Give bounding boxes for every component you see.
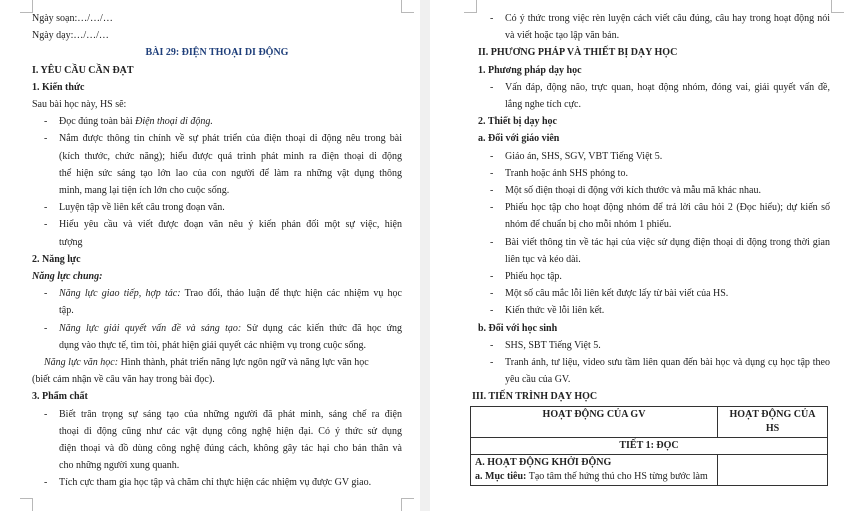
- bullet-text: Sử dụng các kiến thức đã học ứng: [241, 322, 403, 334]
- bullet-line: yêu cầu của GV.: [505, 374, 571, 386]
- bullet-line: điện thoại và đồ dùng công nghệ đúng cách, không gây tác hại cho bản thân và: [59, 442, 402, 454]
- table-header-cell: HOẠT ĐỘNG CỦA GV: [471, 407, 718, 438]
- bullet-item: - Phiếu học tập cho hoạt động nhóm để trả lời câu hỏi 2 (Đọc hiểu); dự kiến số nhóm để chuẩn bị cho mỗi nhóm 1 phiếu.: [478, 199, 830, 233]
- bullet-line: thoại di động cũng như các vật dụng công nghệ hiện đại. Có ý thức sử dụng: [59, 425, 402, 437]
- bullet-item: - Hiểu yêu cầu và viết được đoạn văn nêu ý kiến phản đối một sự việc, hiện tượng: [32, 216, 402, 250]
- bullet-text: Trao đổi, thảo luận để thực hiện các nhiệm vụ học: [180, 288, 402, 300]
- paragraph-text: Hình thành, phát triển năng lực ngôn ngữ và năng lực văn học: [118, 356, 369, 368]
- bullet-line: nhóm để chuẩn bị cho mỗi nhóm 1 phiếu.: [505, 219, 672, 231]
- bullet-text-italic: Năng lực giao tiếp, hợp tác:: [59, 288, 181, 300]
- bullet-item: - Kiến thức về lỗi liên kết.: [478, 302, 830, 319]
- bullet-line: Có ý thức trong việc rèn luyện cách viết câu đúng, câu hay trong hoạt động nói: [505, 13, 830, 24]
- bullet-line: Tranh ảnh, tư liệu, video sưu tầm liên quan đến bài học và dụng cụ học tập theo: [505, 356, 830, 368]
- lesson-title: BÀI 29: ĐIỆN THOẠI DI ĐỘNG: [145, 47, 289, 59]
- bullet-item: - Nắm được thông tin chính về sự phát triển của điện thoại di động nêu trong bài (kích thước, chức năng); hiểu được quá trình phát minh ra điện thoại di động thể hiện sức sáng tạo lớn lao của con người để làm ra những vật dụng thông minh, mang lại tiện ích lớn cho cuộc sống.: [32, 130, 402, 199]
- bullet-line: SHS, SBT Tiếng Việt 5.: [505, 339, 601, 351]
- bullet-line: Một số điện thoại di động với kích thước và mẫu mã khác nhau.: [505, 184, 761, 196]
- section-heading: I. YÊU CẦU CẦN ĐẠT: [32, 64, 134, 76]
- bullet-line: Tích cực tham gia học tập và chăm chỉ thực hiện các nhiệm vụ được GV giao.: [59, 477, 372, 489]
- bullet-item: - Một số câu mắc lỗi liên kết được lấy từ bài viết của HS.: [478, 285, 830, 302]
- margin-mark: [464, 0, 477, 13]
- activity-heading: A. HOẠT ĐỘNG KHỞI ĐỘNG: [475, 457, 612, 468]
- bullet-text-italic: Năng lực giải quyết vấn đề và sáng tạo:: [59, 322, 242, 334]
- bullet-line: Nắm được thông tin chính về sự phát triển của điện thoại di động nêu trong bài: [59, 133, 402, 145]
- bullet-line: Giáo án, SHS, SGV, VBT Tiếng Việt 5.: [505, 150, 663, 162]
- table-row: [471, 438, 828, 455]
- sub-heading: 3. Phẩm chất: [32, 391, 88, 403]
- bullet-line: lắng nghe tích cực.: [505, 98, 581, 110]
- goal-label: a. Mục tiêu:: [475, 471, 527, 482]
- bullet-line: thể hiện sức sáng tạo lớn lao của con người để làm ra những vật dụng thông: [59, 167, 402, 179]
- bullet-text-italic: Điện thoại di động.: [135, 116, 213, 128]
- paragraph: Sau bài học này, HS sẽ:: [32, 98, 127, 110]
- bullet-item: - SHS, SBT Tiếng Việt 5.: [478, 337, 830, 354]
- section-heading: II. PHƯƠNG PHÁP VÀ THIẾT BỊ DẠY HỌC: [478, 47, 678, 59]
- bullet-item: - Tranh ảnh, tư liệu, video sưu tầm liên quan đến bài học và dụng cụ học tập theo yêu cầu của GV.: [478, 354, 830, 388]
- bullet-line: Tranh hoặc ảnh SHS phóng to.: [505, 167, 628, 179]
- goal-text: Tạo tâm thế hứng thú cho HS từng bước làm: [526, 471, 708, 482]
- sub-heading: 2. Thiết bị dạy học: [478, 116, 557, 128]
- bullet-line: Phiếu học tập.: [505, 270, 562, 282]
- bullet-line: tập.: [59, 305, 74, 317]
- bullet-line: Bài viết thông tin về tác hại của việc sử dụng điện thoại di động trong thời gian: [505, 236, 830, 248]
- sub-heading: a. Đối với giáo viên: [478, 133, 560, 145]
- general-ability-label: Năng lực chung:: [32, 270, 103, 282]
- bullet-line: (kích thước, chức năng); hiểu được quá trình phát minh ra điện thoại di động: [59, 150, 402, 162]
- bullet-item: - Phiếu học tập.: [478, 268, 830, 285]
- bullet-item: - Có ý thức trong việc rèn luyện cách viết câu đúng, câu hay trong hoạt động nói và viết hoặc tạo lập văn bản.: [478, 10, 830, 44]
- bullet-line: cho những người xung quanh.: [59, 460, 180, 472]
- bullet-item: - Đọc đúng toàn bài Điện thoại di động.: [44, 116, 213, 128]
- sub-heading: b. Đối với học sinh: [478, 322, 558, 334]
- bullet-item: - Năng lực giải quyết vấn đề và sáng tạo: Sử dụng các kiến thức đã học ứng dụng vào thực tế, tìm tòi, phát hiện giải quyết các nhiệm vụ trong cuộc sống.: [32, 320, 402, 354]
- bullet-text: Đọc đúng toàn bài: [59, 116, 136, 128]
- bullet-item: - Tích cực tham gia học tập và chăm chỉ thực hiện các nhiệm vụ được GV giao.: [32, 474, 402, 491]
- literature-ability: [32, 354, 402, 388]
- bullet-line: Hiểu yêu cầu và viết được đoạn văn nêu ý kiến phản đối một sự việc, hiện: [59, 219, 402, 231]
- bullet-line: Phiếu học tập cho hoạt động nhóm để trả lời câu hỏi 2 (Đọc hiểu); dự kiến số: [505, 202, 830, 214]
- bullet-item: - Biết trân trọng sự sáng tạo của những người đã phát minh, sáng chế ra điện thoại di động cũng như các vật dụng công nghệ hiện đại. Có ý thức sử dụng điện thoại và đồ dùng công nghệ đúng cách, không gây tác hại cho bản thân và cho những người xung quanh.: [32, 406, 402, 475]
- bullet-line: Luyện tập về liên kết câu trong đoạn văn.: [59, 202, 225, 214]
- bullet-line: Kiến thức về lỗi liên kết.: [505, 305, 605, 317]
- right-page-content: [472, 10, 830, 406]
- table-header-cell: HOẠT ĐỘNG CỦA HS: [718, 407, 828, 438]
- lesson-plan-table: [470, 406, 828, 486]
- bullet-line: Vấn đáp, động não, trực quan, hoạt động nhóm, đóng vai, giải quyết vấn đề,: [505, 81, 830, 93]
- bullet-line: minh, mang lại tiện ích lớn cho cuộc sống.: [59, 184, 230, 196]
- margin-mark: [20, 498, 33, 511]
- section-heading: III. TIẾN TRÌNH DẠY HỌC: [472, 391, 598, 403]
- table-header-row: [471, 407, 828, 438]
- bullet-item: - Vấn đáp, động não, trực quan, hoạt động nhóm, đóng vai, giải quyết vấn đề, lắng nghe tích cực.: [478, 79, 830, 113]
- table-row: [471, 455, 828, 486]
- sub-heading: 1. Kiến thức: [32, 81, 85, 93]
- bullet-line: Biết trân trọng sự sáng tạo của những người đã phát minh, sáng chế ra điện: [59, 408, 402, 420]
- period-cell: TIẾT 1: ĐỌC: [471, 438, 828, 455]
- left-page-content: [32, 10, 402, 492]
- sub-heading: 1. Phương pháp dạy học: [478, 64, 582, 76]
- bullet-item: - Năng lực giao tiếp, hợp tác: Trao đổi, thảo luận để thực hiện các nhiệm vụ học tập.: [32, 285, 402, 319]
- margin-mark: [831, 0, 844, 13]
- bullet-item: - Luyện tập về liên kết câu trong đoạn văn.: [32, 199, 402, 216]
- table-cell: [718, 455, 828, 486]
- bullet-line: và viết hoặc tạo lập văn bản.: [505, 30, 620, 42]
- bullet-item: - Giáo án, SHS, SGV, VBT Tiếng Việt 5.: [478, 148, 830, 165]
- date-prepare: Ngày soạn:…/…/…: [32, 13, 113, 24]
- bullet-line: liên tục và kéo dài.: [505, 253, 581, 265]
- bullet-line: dụng vào thực tế, tìm tòi, phát hiện giải quyết các nhiệm vụ trong cuộc sống.: [59, 339, 367, 351]
- margin-mark: [401, 498, 414, 511]
- bullet-item: - Bài viết thông tin về tác hại của việc sử dụng điện thoại di động trong thời gian liên tục và kéo dài.: [478, 234, 830, 268]
- bullet-item: - Tranh hoặc ảnh SHS phóng to.: [478, 165, 830, 182]
- sub-heading: 2. Năng lực: [32, 253, 81, 265]
- paragraph-italic: Năng lực văn học:: [44, 356, 119, 368]
- bullet-line: tượng: [59, 236, 83, 248]
- margin-mark: [401, 0, 414, 13]
- table-cell: [471, 455, 718, 486]
- bullet-item: - Một số điện thoại di động với kích thước và mẫu mã khác nhau.: [478, 182, 830, 199]
- paragraph-line: (biết cảm nhận về câu văn hay trong bài đọc).: [32, 374, 215, 386]
- date-teach: Ngày dạy:…/…/…: [32, 30, 109, 42]
- bullet-line: Một số câu mắc lỗi liên kết được lấy từ bài viết của HS.: [505, 288, 729, 300]
- left-page: [0, 0, 420, 511]
